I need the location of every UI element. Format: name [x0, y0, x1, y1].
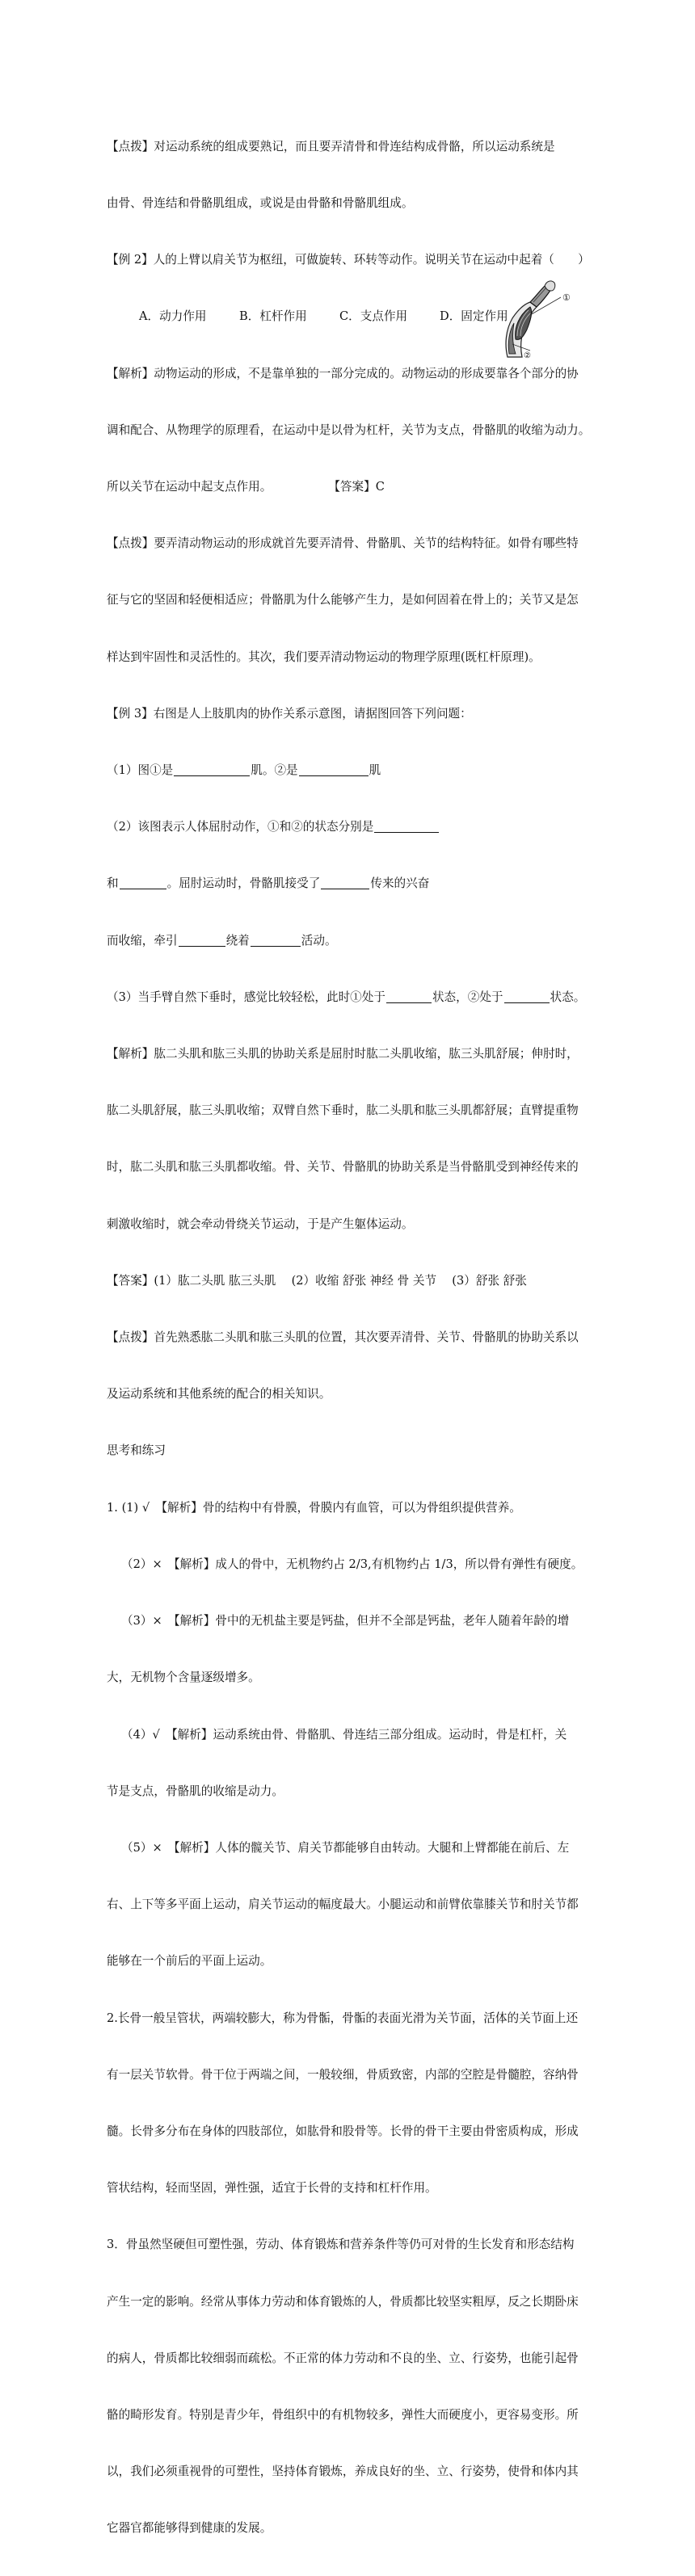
question-line: [107, 874, 592, 893]
question-text: 和: [107, 876, 119, 891]
answer-blank[interactable]: [321, 876, 369, 889]
text-line: 【例 3】右图是人上肢肌肉的协作关系示意图，请据图回答下列问题：: [107, 706, 472, 721]
answer-blank[interactable]: [504, 990, 550, 1003]
answer-label: 【答案】C: [328, 480, 385, 494]
option-c: C．支点作用: [339, 309, 408, 324]
question-line: [107, 817, 592, 836]
text-line: 【解析】动物运动的形成，不是靠单独的一部分完成的。动物运动的形成要靠各个部分的协: [107, 366, 579, 380]
text-line: 的病人，骨质都比较细弱而疏松。不正常的体力劳动和不良的坐、立、行姿势，也能引起骨: [107, 2351, 579, 2365]
text-line: 【例 2】人的上臂以肩关节为枢纽，可做旋转、环转等动作。说明关节在运动中起着（ ）: [107, 253, 590, 267]
question-line: [107, 761, 592, 780]
answer-blank[interactable]: [251, 933, 301, 947]
question-text: 。屈肘运动时，骨骼肌接受了: [166, 876, 321, 891]
text-line: 【点拨】首先熟悉肱二头肌和肱三头肌的位置，其次要弄清骨、关节、骨骼肌的协助关系以: [107, 1330, 579, 1345]
question-text: 肌。②是: [251, 763, 298, 778]
text-line: 管状结构，轻而坚固，弹性强，适宜于长骨的支持和杠杆作用。: [107, 2181, 437, 2196]
text-line: 【点拨】要弄清动物运动的形成就首先要弄清骨、骨骼肌、关节的结构特征。如骨有哪些特: [107, 536, 579, 551]
answer-line: 【答案】(1）肱二头肌 肱三头肌 (2）收缩 舒张 神经 骨 关节 (3）舒张 舒张: [107, 1273, 527, 1288]
text-line: 它器官都能够得到健康的发展。: [107, 2521, 272, 2536]
text-line: 【解析】肱二头肌和肱三头肌的协助关系是屈肘时肱二头肌收缩，肱三头肌舒展；伸肘时，: [107, 1047, 579, 1061]
figure-label-1: ①: [562, 292, 571, 303]
answer-blank[interactable]: [374, 819, 439, 833]
text-line: 时，肱二头肌和肱三头肌都收缩。骨、关节、骨骼肌的协助关系是当骨骼肌受到神经传来的: [107, 1160, 579, 1175]
option-b: B．杠杆作用: [239, 309, 307, 324]
analysis-end: 所以关节在运动中起支点作用。: [107, 480, 272, 494]
text-line: 肱二头肌舒展，肱三头肌收缩；双臂自然下垂时，肱二头肌和肱三头肌都舒展；直臂提重物: [107, 1103, 579, 1118]
exercise-line: 右、上下等多平面上运动，肩关节运动的幅度最大。小腿运动和前臂依靠膝关节和肘关节都: [107, 1897, 579, 1912]
figure-label-2: ②: [524, 351, 531, 360]
question-text: 状态。: [550, 990, 586, 1004]
question-line: [107, 988, 592, 1006]
question-text: 状态，②处于: [432, 990, 503, 1004]
exercise-line: （3）× 【解析】骨中的无机盐主要是钙盐，但并不全部是钙盐，老年人随着年龄的增: [121, 1614, 570, 1628]
question-text: （2）该图表示人体屈肘动作，①和②的状态分别是: [107, 820, 374, 834]
question-text: 传来的兴奋: [370, 876, 430, 891]
text-line: 样达到牢固性和灵活性的。其次，我们要弄清动物运动的物理学原理(既杠杆原理)。: [107, 649, 541, 664]
arm-muscle-diagram-icon: [498, 279, 575, 360]
section-heading: 思考和练习: [107, 1443, 166, 1458]
question-text: 而收缩，牵引: [107, 933, 178, 948]
exercise-line: 能够在一个前后的平面上运动。: [107, 1954, 272, 1969]
exercise-line: 节是支点，骨骼肌的收缩是动力。: [107, 1784, 284, 1798]
answer-blank[interactable]: [120, 876, 166, 889]
question-text: （3）当手臂自然下垂时，感觉比较轻松，此时①处于: [107, 990, 385, 1004]
text-line: 以，我们必须重视骨的可塑性，坚持体育锻炼，养成良好的坐、立、行姿势，使骨和体内其: [107, 2465, 579, 2479]
answer-blank[interactable]: [386, 990, 432, 1003]
question-line: [107, 931, 592, 950]
text-line: 髓。长骨多分布在身体的四肢部位，如肱骨和股骨等。长骨的骨干主要由骨密质构成，形成: [107, 2124, 579, 2138]
question-text: 活动。: [301, 933, 337, 948]
text-block-top: [107, 99, 592, 2576]
answer-blank[interactable]: [174, 763, 250, 776]
text-line: 由骨、骨连结和骨骼肌组成，或说是由骨骼和骨骼肌组成。: [107, 196, 414, 211]
text-line: 及运动系统和其他系统的配合的相关知识。: [107, 1387, 331, 1401]
answer-blank[interactable]: [179, 933, 225, 947]
exercise-line: （4）√ 【解析】运动系统由骨、骨骼肌、骨连结三部分组成。运动时，骨是杠杆，关: [121, 1727, 567, 1742]
arm-muscle-figure: [498, 279, 575, 360]
answer-blank[interactable]: [299, 763, 369, 776]
question-text: （1）图①是: [107, 763, 174, 778]
text-line: 调和配合、从物理学的原理看，在运动中是以骨为杠杆，关节为支点，骨骼肌的收缩为动力。: [107, 422, 591, 437]
option-d: D．固定作用: [440, 309, 508, 324]
text-line: 征与它的坚固和轻便相适应；骨骼肌为什么能够产生力，是如何固着在骨上的；关节又是怎: [107, 593, 579, 607]
text-line: 3．骨虽然坚硬但可塑性强，劳动、体育锻炼和营养条件等仍可对骨的生长发育和形态结构: [107, 2238, 575, 2252]
text-line: 有一层关节软骨。骨干位于两端之间，一般较细，骨质致密，内部的空腔是骨髓腔，容纳骨: [107, 2067, 579, 2082]
text-line: 刺激收缩时，就会牵动骨绕关节运动，于是产生躯体运动。: [107, 1217, 414, 1231]
text-line: 【点拨】对运动系统的组成要熟记，而且要弄清骨和骨连结构成骨骼，所以运动系统是: [107, 139, 555, 153]
question-text: 肌: [369, 763, 381, 778]
exercise-line: （2）× 【解析】成人的骨中，无机物约占 2/3,有机物约占 1/3，所以骨有弹性有硬度。: [121, 1557, 583, 1571]
text-line: 2.长骨一般呈管状，两端较膨大，称为骨骺，骨骺的表面光滑为关节面，活体的关节面上还: [107, 2011, 579, 2025]
exercise-line: 1. (1) √ 【解析】骨的结构中有骨膜，骨膜内有血管，可以为骨组织提供营养。: [107, 1500, 521, 1515]
question-text: 绕着: [225, 933, 250, 948]
option-a: A．动力作用: [139, 309, 207, 324]
exercise-line: （5）× 【解析】人体的髋关节、肩关节都能够自由转动。大腿和上臂都能在前后、左: [121, 1840, 570, 1855]
text-line: 产生一定的影响。经常从事体力劳动和体育锻炼的人，骨质都比较坚实粗厚，反之长期卧床: [107, 2294, 579, 2309]
text-line: [107, 477, 592, 496]
exercise-line: 大，无机物个含量逐级增多。: [107, 1670, 260, 1685]
text-line: 骼的畸形发育。特别是青少年，骨组织中的有机物较多，弹性大而硬度小，更容易变形。所: [107, 2407, 579, 2422]
